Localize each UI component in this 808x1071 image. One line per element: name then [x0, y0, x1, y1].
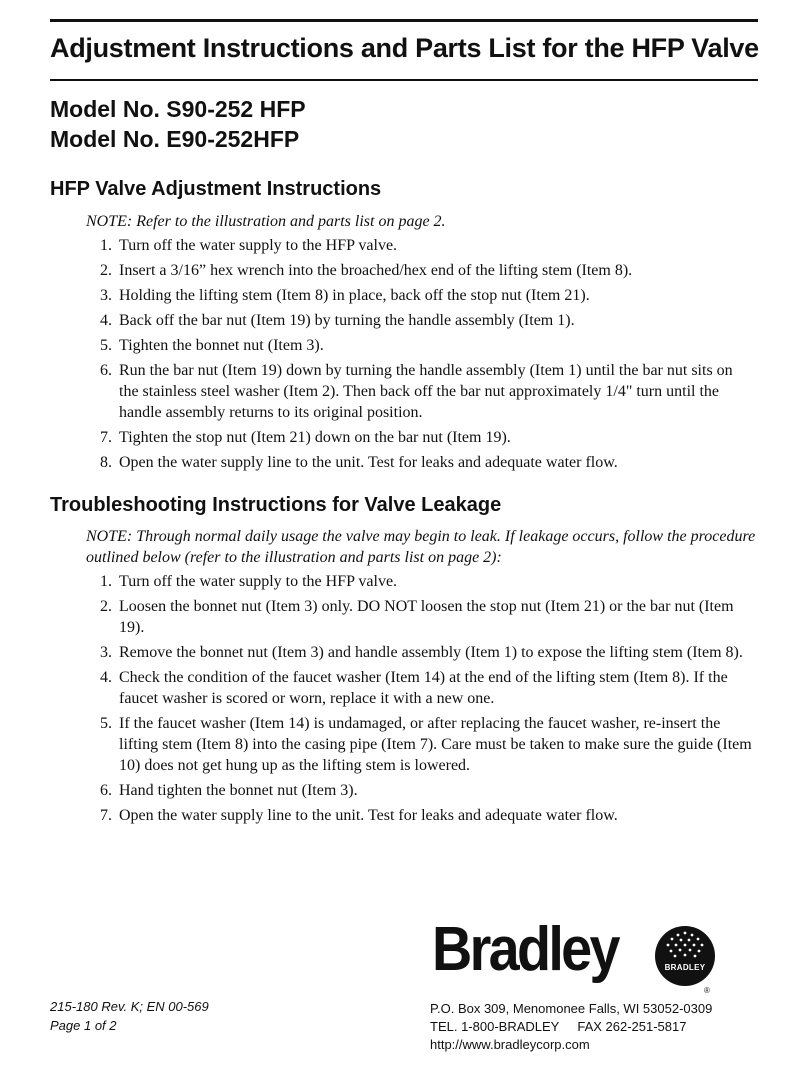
step-text: Back off the bar nut (Item 19) by turning the handle assembly (Item 1). — [119, 312, 575, 329]
step-number: 6. — [100, 362, 112, 379]
step-number: 4. — [100, 669, 112, 686]
bradley-logo — [432, 915, 714, 991]
step-number: 1. — [100, 237, 112, 254]
postal-address: P.O. Box 309, Menomonee Falls, WI 53052-0309 — [430, 1001, 713, 1016]
step-text: Turn off the water supply to the HFP valve. — [119, 573, 398, 590]
contact-info — [430, 1000, 712, 1054]
step-item — [86, 285, 756, 306]
step-item — [86, 805, 756, 826]
step-number: 5. — [100, 715, 112, 732]
model-number-2: Model No. E90-252HFP — [50, 126, 300, 152]
step-item — [86, 235, 756, 256]
step-item — [86, 360, 756, 423]
step-item — [86, 335, 756, 356]
step-number: 7. — [100, 807, 112, 824]
step-item — [86, 427, 756, 448]
troubleshooting-steps-list — [86, 571, 756, 830]
step-number: 3. — [100, 644, 112, 661]
step-item — [86, 260, 756, 281]
top-rule — [50, 19, 758, 22]
step-text: Check the condition of the faucet washer (Item 14) at the end of the lifting stem (Item 8). If the faucet washer is scored or worn, replace it with a new one. — [119, 669, 728, 707]
step-item — [86, 596, 756, 638]
fax: FAX 262-251-5817 — [577, 1019, 687, 1034]
troubleshooting-heading: Troubleshooting Instructions for Valve Leakage — [50, 494, 502, 516]
step-number: 8. — [100, 454, 112, 471]
document-number: 215-180 Rev. K; EN 00-569 — [50, 999, 209, 1014]
document-info — [50, 997, 209, 1035]
step-text: If the faucet washer (Item 14) is undamaged, or after replacing the faucet washer, re-insert the lifting stem (Item 8) into the casing pipe (Item 7). Care must be taken to make sure the guide (Item 10) does not get hung up as the lifting stem is lowered. — [119, 715, 752, 774]
bradley-wordmark: Bradley — [432, 915, 618, 984]
page-title: Adjustment Instructions and Parts List for the HFP Valve — [50, 33, 759, 63]
step-number: 2. — [100, 598, 112, 615]
step-number: 4. — [100, 312, 112, 329]
step-text: Hand tighten the bonnet nut (Item 3). — [119, 782, 358, 799]
step-item — [86, 571, 756, 592]
registered-mark: ® — [704, 986, 710, 995]
step-number: 3. — [100, 287, 112, 304]
adjustment-note: NOTE: Refer to the illustration and parts list on page 2. — [86, 213, 446, 230]
step-text: Loosen the bonnet nut (Item 3) only. DO NOT loosen the stop nut (Item 21) or the bar nut (Item 19). — [119, 598, 734, 636]
step-text: Run the bar nut (Item 19) down by turning the handle assembly (Item 1) until the bar nut sits on the stainless steel washer (Item 2). Then back off the bar nut approximately 1/4" turn until the handle assembly returns to its original position. — [119, 362, 733, 421]
step-number: 1. — [100, 573, 112, 590]
bradley-shower-icon — [654, 925, 716, 987]
step-text: Tighten the stop nut (Item 21) down on the bar nut (Item 19). — [119, 429, 511, 446]
adjustment-steps-list — [86, 235, 756, 477]
page-number: Page 1 of 2 — [50, 1018, 117, 1033]
step-text: Turn off the water supply to the HFP valve. — [119, 237, 398, 254]
step-number: 7. — [100, 429, 112, 446]
step-item — [86, 452, 756, 473]
telephone: TEL. 1-800-BRADLEY — [430, 1019, 560, 1034]
website-url: http://www.bradleycorp.com — [430, 1037, 590, 1052]
step-text: Tighten the bonnet nut (Item 3). — [119, 337, 324, 354]
step-text: Insert a 3/16” hex wrench into the broached/hex end of the lifting stem (Item 8). — [119, 262, 633, 279]
model-number-1: Model No. S90-252 HFP — [50, 96, 306, 122]
title-rule — [50, 79, 758, 81]
step-number: 5. — [100, 337, 112, 354]
step-number: 6. — [100, 782, 112, 799]
step-number: 2. — [100, 262, 112, 279]
troubleshooting-note: NOTE: Through normal daily usage the valve may begin to leak. If leakage occurs, follow the procedure outlined below (refer to the illustration and parts list on page 2): — [86, 528, 756, 566]
step-text: Open the water supply line to the unit. Test for leaks and adequate water flow. — [119, 454, 618, 471]
step-item — [86, 667, 756, 709]
step-text: Remove the bonnet nut (Item 3) and handle assembly (Item 1) to expose the lifting stem (Item 8). — [119, 644, 743, 661]
step-item — [86, 310, 756, 331]
step-item — [86, 713, 756, 776]
logo-mark-label: BRADLEY — [664, 963, 706, 972]
step-item — [86, 642, 756, 663]
step-item — [86, 780, 756, 801]
step-text: Open the water supply line to the unit. Test for leaks and adequate water flow. — [119, 807, 618, 824]
adjustment-heading: HFP Valve Adjustment Instructions — [50, 178, 382, 200]
step-text: Holding the lifting stem (Item 8) in place, back off the stop nut (Item 21). — [119, 287, 590, 304]
phone-fax-line — [430, 1018, 712, 1036]
